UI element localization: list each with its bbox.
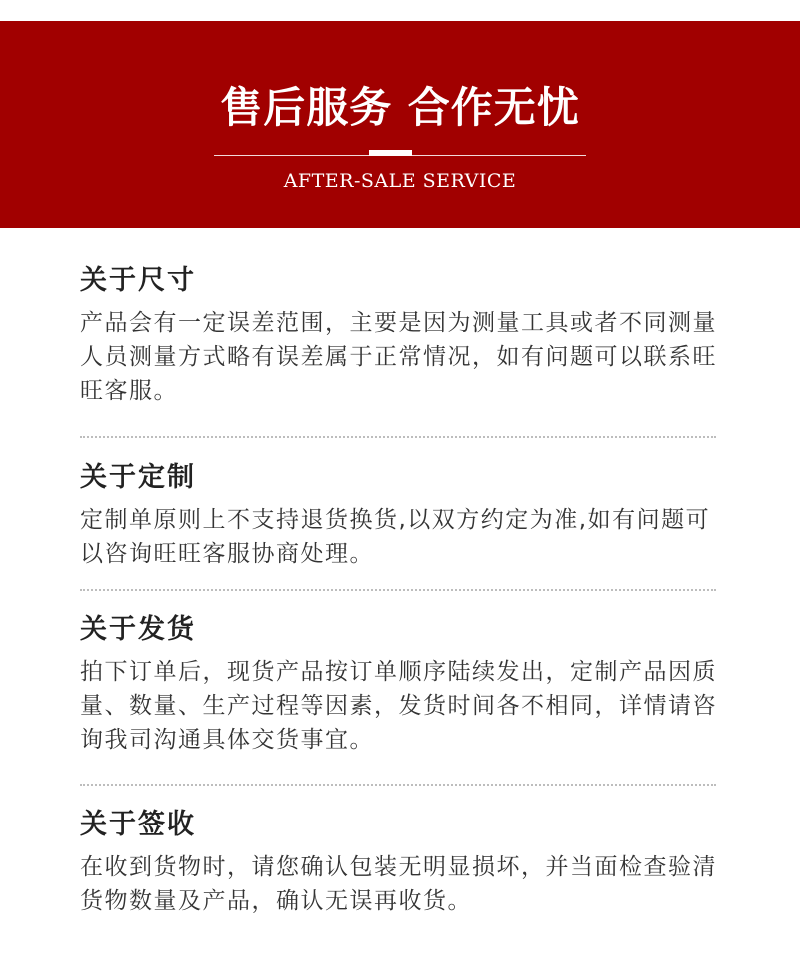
section-body: 定制单原则上不支持退货换货,以双方约定为准,如有问题可以咨询旺旺客服协商处理。	[80, 507, 711, 567]
section-shipping	[80, 613, 720, 757]
section-title: 关于定制	[80, 462, 196, 493]
section-body: 产品会有一定误差范围，主要是因为测量工具或者不同测量人员测量方式略有误差属于正常情况，如有问题可以联系旺旺客服。	[80, 310, 717, 404]
banner-title: 售后服务 合作无忧	[220, 83, 580, 132]
section-body: 在收到货物时，请您确认包装无明显损坏，并当面检查验清货物数量及产品，确认无误再收货。	[80, 854, 717, 914]
banner-accent-bar	[369, 150, 412, 156]
section-size	[80, 264, 720, 408]
section-title: 关于发货	[80, 614, 196, 645]
section-customization	[80, 461, 720, 571]
section-title: 关于尺寸	[80, 265, 196, 296]
section-divider	[80, 436, 716, 438]
section-divider	[80, 784, 716, 786]
section-title: 关于签收	[80, 809, 196, 840]
section-body: 拍下订单后，现货产品按订单顺序陆续发出，定制产品因质量、数量、生产过程等因素，发货时间各不相同，详情请咨询我司沟通具体交货事宜。	[80, 659, 717, 753]
section-receipt	[80, 808, 720, 918]
section-divider	[80, 589, 716, 591]
header-banner	[0, 21, 800, 228]
banner-subtitle: AFTER-SALE SERVICE	[283, 170, 517, 192]
